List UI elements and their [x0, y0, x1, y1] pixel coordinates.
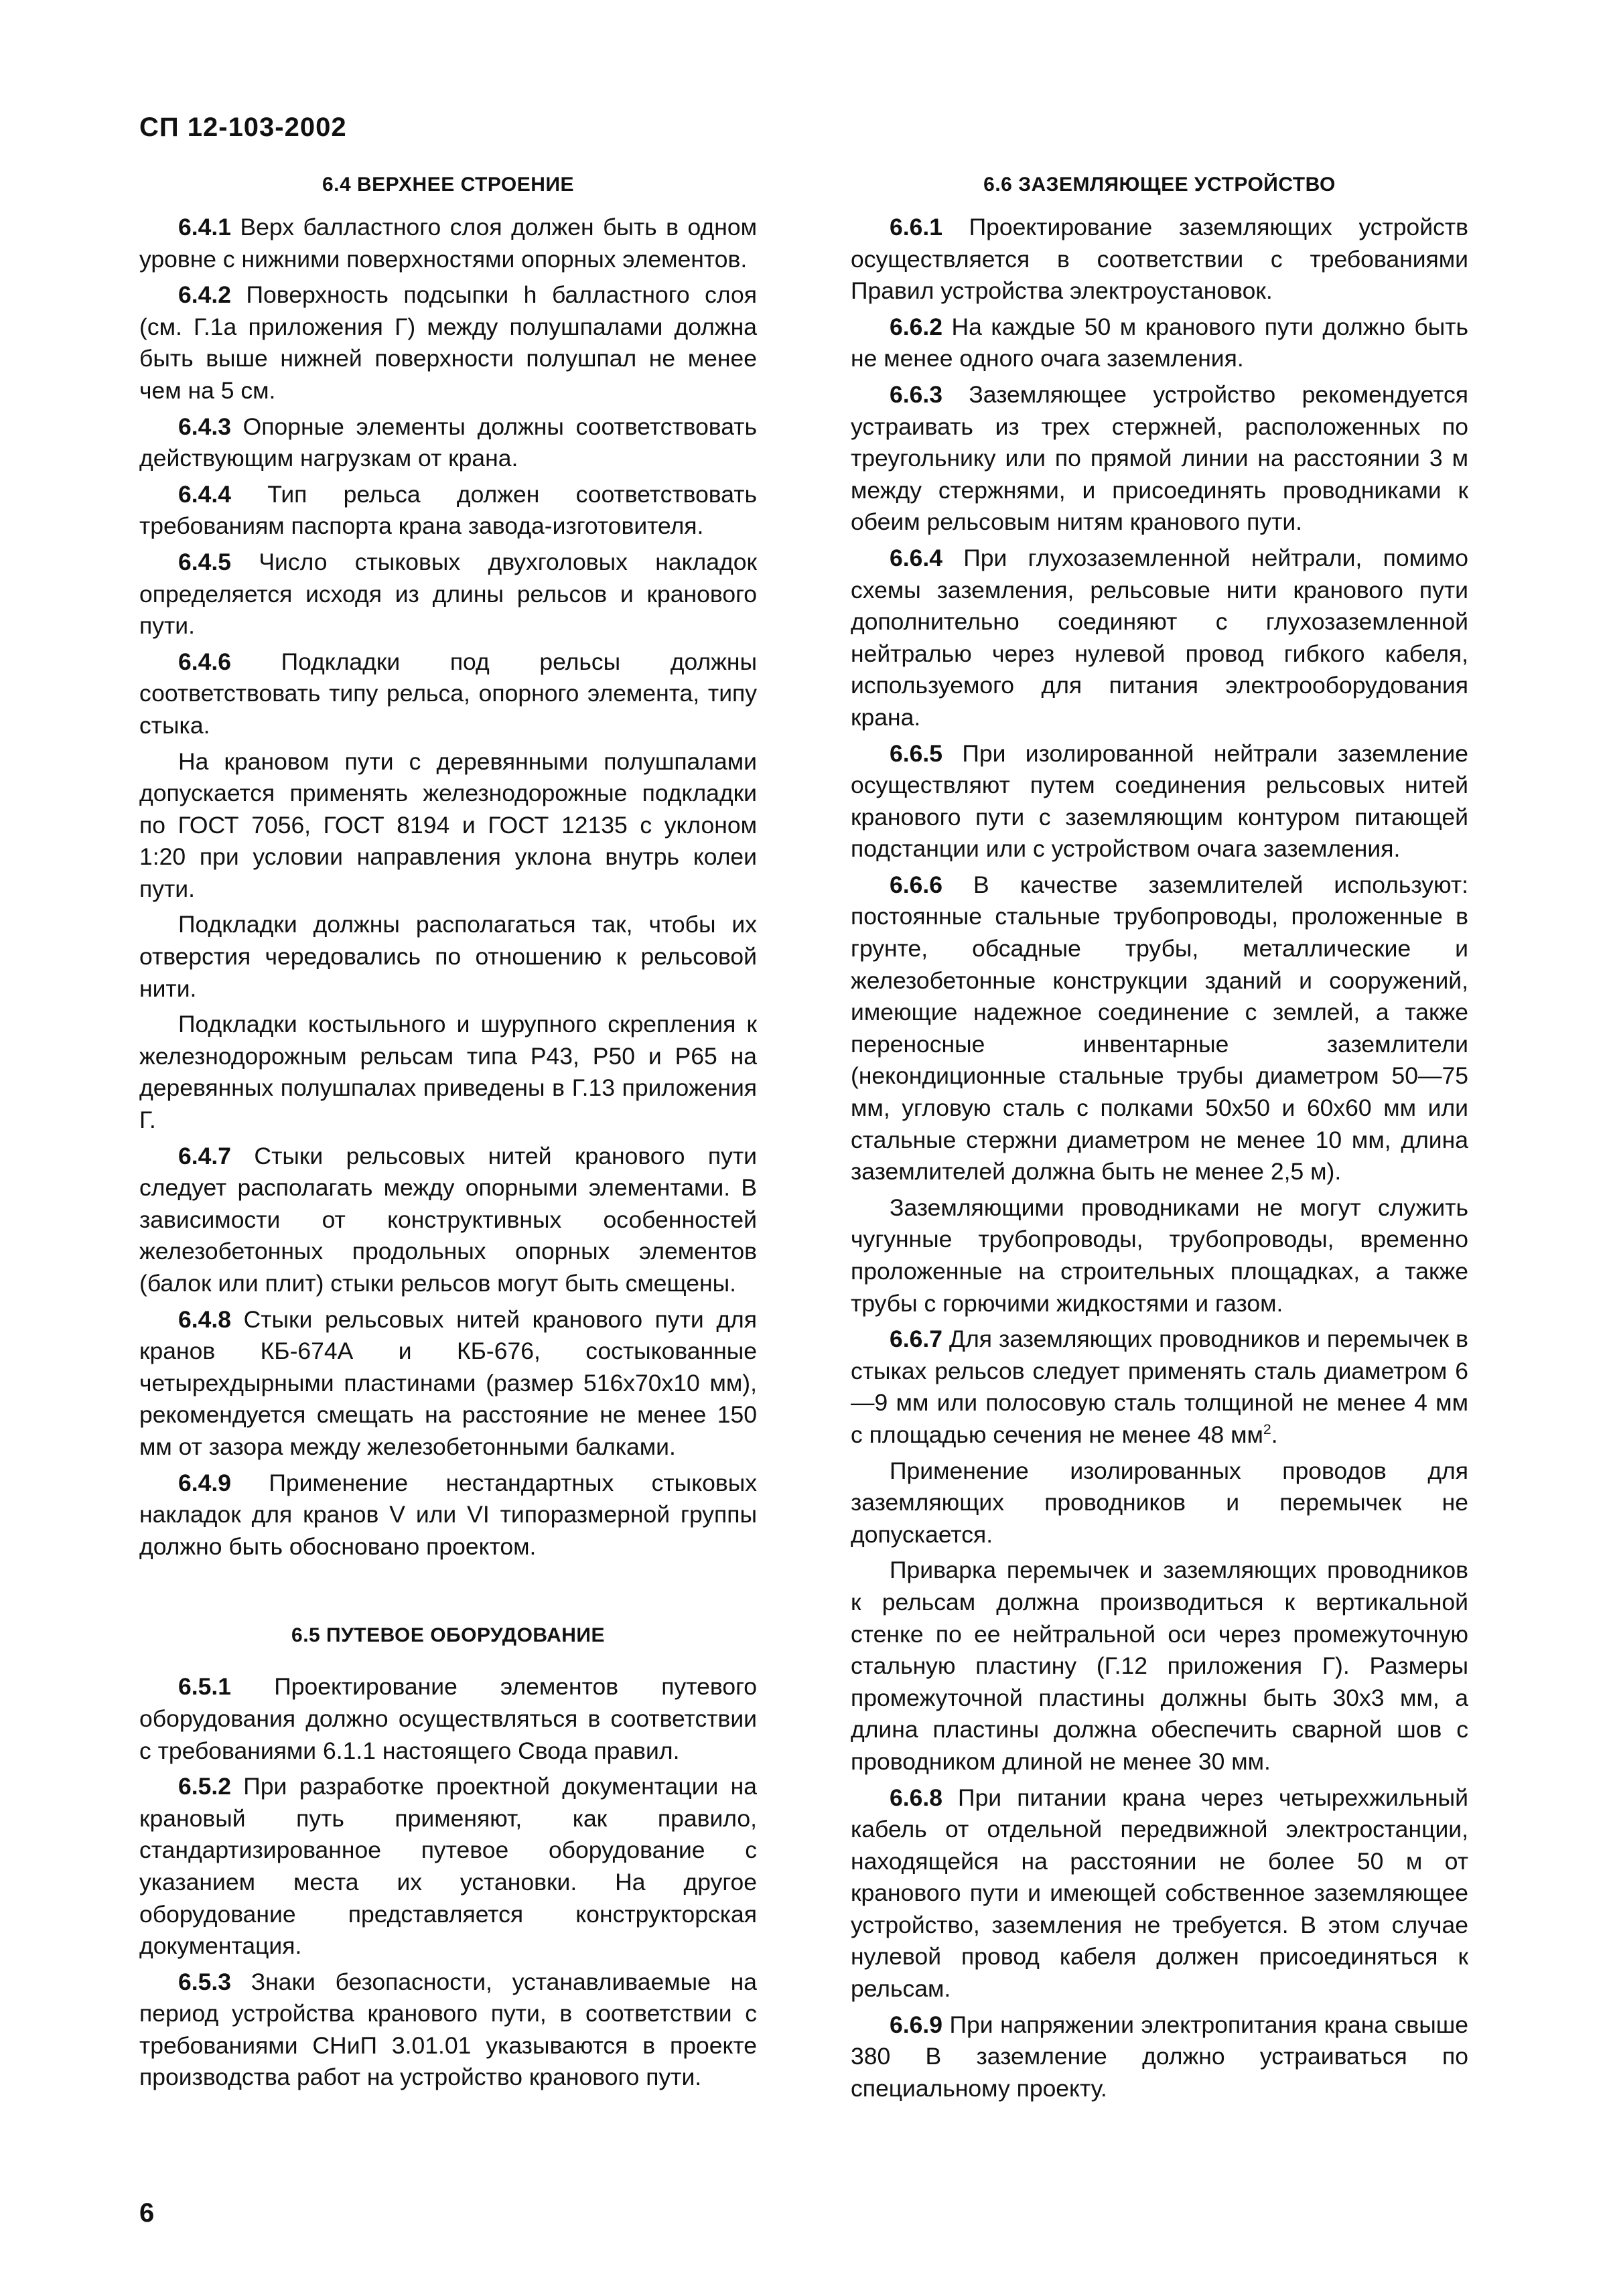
paragraph-text: Проектирование заземляющих устройств осуществляется в соответствии с требованиями Правил устройства электроустановок.: [851, 214, 1468, 305]
clause-number: 6.4.8: [178, 1305, 231, 1333]
paragraph: [851, 1192, 1468, 1319]
paragraph-text: При питании крана через четырехжильный кабель от отдельной передвижной электростанции, находящейся на расстоянии не более 50 м от кранового пути и имеющей собственное заземляющее устройство, заземления не требуется. В этом случае нулевой провод кабеля должен присоединяться к рельсам.: [851, 1784, 1468, 2003]
clause-number: 6.4.1: [178, 214, 231, 240]
clause-number: 6.6.8: [890, 1784, 942, 1811]
paragraph: [139, 1141, 757, 1300]
paragraph-text: Верх балластного слоя должен быть в одном уровне с нижними поверхностями опорных элементов.: [139, 214, 757, 273]
paragraph: [851, 2009, 1468, 2105]
paragraph: [851, 1555, 1468, 1778]
superscript: 2: [1263, 1421, 1271, 1438]
paragraph: [139, 746, 757, 906]
paragraph: [139, 1671, 757, 1767]
paragraph: [851, 1455, 1468, 1551]
paragraph-text: При глухозаземленной нейтрали, помимо схемы заземления, рельсовые нити кранового пути дополнительно соединяют с глухозаземленной нейтралью через нулевой провод гибкого кабеля, используемого для питания электрооборудования крана.: [851, 544, 1468, 731]
clause-number: 6.6.7: [890, 1325, 942, 1353]
clause-number: 6.4.6: [178, 648, 231, 675]
clause-number: 6.6.9: [890, 2011, 942, 2038]
paragraph-text: Заземляющими проводниками не могут служить чугунные трубопроводы, трубопроводы, временно проложенные на строительных площадках, а также трубы с горючими жидкостями и газом.: [851, 1194, 1468, 1317]
paragraph-text: Подкладки должны располагаться так, чтобы их отверстия чередовались по отношению к рельсовой нити.: [139, 911, 757, 1002]
right-column: [851, 169, 1468, 2104]
paragraph: [139, 547, 757, 642]
paragraph: [851, 1782, 1468, 2005]
clause-number: 6.6.2: [890, 313, 942, 340]
clause-number: 6.6.1: [890, 214, 942, 240]
section-body-6-5: [139, 1671, 757, 2094]
section-title-6-5: 6.5 ПУТЕВОЕ ОБОРУДОВАНИЕ: [291, 1624, 605, 1647]
paragraph-text: При изолированной нейтрали заземление осуществляют путем соединения рельсовых нитей кранового пути с заземляющим контуром питающей подстанции или с устройством очага заземления.: [851, 739, 1468, 863]
left-column: [139, 169, 757, 2094]
paragraph-text: Применение изолированных проводов для заземляющих проводников и перемычек не допускается.: [851, 1457, 1468, 1548]
clause-number: 6.5.1: [178, 1673, 231, 1701]
paragraph: [851, 379, 1468, 539]
clause-number: 6.4.3: [178, 413, 231, 440]
clause-number: 6.4.4: [178, 480, 231, 508]
clause-number: 6.6.4: [890, 544, 942, 571]
paragraph-text: Тип рельса должен соответствовать требованиям паспорта крана завода-изготовителя.: [139, 480, 757, 540]
section-title-6-4: 6.4 ВЕРХНЕЕ СТРОЕНИЕ: [322, 173, 575, 196]
paragraph-text: Приварка перемычек и заземляющих проводников к рельсам должна производиться к вертикальной стенке по ее нейтральной оси через промежуточную стальную пластину (Г.12 приложения Г). Размеры промежуточной пластины должны быть 30х3 мм, а длина пластины должна обеспечить сварной шов с проводником длиной не менее 30 мм.: [851, 1557, 1468, 1775]
paragraph: [139, 1467, 757, 1563]
paragraph-text: Подкладки под рельсы должны соответствовать типу рельса, опорного элемента, типу стыка.: [139, 648, 757, 739]
paragraph-text-end: .: [1271, 1421, 1278, 1448]
clause-number: 6.6.3: [890, 380, 942, 408]
clause-number: 6.4.7: [178, 1142, 231, 1169]
paragraph-text: На каждые 50 м кранового пути должно быть не менее одного очага заземления.: [851, 313, 1468, 372]
paragraph: [139, 1009, 757, 1136]
clause-number: 6.4.9: [178, 1469, 231, 1496]
paragraph: [851, 869, 1468, 1188]
paragraph: [139, 212, 757, 275]
clause-number: 6.6.6: [890, 871, 942, 898]
paragraph: [139, 1304, 757, 1463]
paragraph: [851, 212, 1468, 307]
paragraph-text: Поверхность подсыпки h балластного слоя (см. Г.1а приложения Г) между полушпалами должна быть выше нижней поверхности полушпал не менее чем на 5 см.: [139, 281, 757, 404]
document-code-header: СП 12-103-2002: [139, 113, 347, 142]
paragraph: [139, 279, 757, 407]
clause-number: 6.5.2: [178, 1773, 231, 1800]
paragraph-text: На крановом пути с деревянными полушпалами допускается применять железнодорожные подкладки по ГОСТ 7056, ГОСТ 8194 и ГОСТ 12135 с уклоном 1:20 при условии направления уклона внутрь колеи пути.: [139, 747, 757, 902]
paragraph-text: Знаки безопасности, устанавливаемые на период устройства кранового пути, в соответствии с требованиями СНиП 3.01.01 указываются в проекте производства работ на устройство кранового пути.: [139, 1968, 757, 2091]
section-body-6-4: [139, 212, 757, 1563]
clause-number: 6.5.3: [178, 1968, 231, 1995]
section-body-6-6: [851, 212, 1468, 2104]
paragraph-text: Применение нестандартных стыковых накладок для кранов V или VI типоразмерной группы должно быть обосновано проектом.: [139, 1469, 757, 1560]
paragraph-text: В качестве заземлителей используют: постоянные стальные трубопроводы, проложенные в грунте, обсадные трубы, металлические и железобетонные конструкции зданий и сооружений, имеющие надежное соединение с землей, а также переносные инвентарные заземлители (некондиционные стальные трубы диаметром 50—75 мм, угловую сталь с полками 50х50 и 60х60 мм или стальные стержни диаметром не менее 10 мм, длина заземлителей должна быть не менее 2,5 м).: [851, 871, 1468, 1186]
paragraph-text: Подкладки костыльного и шурупного скрепления к железнодорожным рельсам типа Р43, Р50 и Р65 на деревянных полушпалах приведены в Г.13 приложения Г.: [139, 1011, 757, 1134]
paragraph: [851, 543, 1468, 734]
paragraph-text: Стыки рельсовых нитей кранового пути для кранов КБ-674А и КБ-676, состыкованные четырехдырными пластинами (размер 516х70х10 мм), рекомендуется смещать на расстояние не менее 150 мм от зазора между железобетонными балками.: [139, 1305, 757, 1460]
paragraph-text: Заземляющее устройство рекомендуется устраивать из трех стержней, расположенных по треугольнику или по прямой линии на расстоянии 3 м между стержнями, и присоединять проводниками к обеим рельсовым нитям кранового пути.: [851, 380, 1468, 536]
paragraph: [851, 1323, 1468, 1451]
paragraph-text: Для заземляющих проводников и перемычек в стыках рельсов следует применять сталь диаметром 6—9 мм или полосовую сталь толщиной не менее 4 мм с площадью сечения не менее 48 мм: [851, 1325, 1468, 1448]
paragraph: [139, 909, 757, 1005]
clause-number: 6.4.5: [178, 548, 231, 575]
clause-number: 6.4.2: [178, 281, 231, 309]
paragraph: [139, 1771, 757, 1962]
paragraph: [851, 738, 1468, 865]
paragraph: [139, 411, 757, 475]
paragraph: [139, 479, 757, 543]
clause-number: 6.6.5: [890, 739, 942, 767]
paragraph-text: При напряжении электропитания крана свыше 380 В заземление должно устраиваться по специальному проекту.: [851, 2011, 1468, 2102]
paragraph-text: Проектирование элементов путевого оборудования должно осуществляться в соответствии с требованиями 6.1.1 настоящего Свода правил.: [139, 1673, 757, 1764]
paragraph: [139, 1966, 757, 2094]
paragraph: [851, 311, 1468, 375]
paragraph-text: Число стыковых двухголовых накладок определяется исходя из длины рельсов и кранового пути.: [139, 548, 757, 640]
paragraph-text: Опорные элементы должны соответствовать действующим нагрузкам от крана.: [139, 413, 757, 472]
paragraph-text: Стыки рельсовых нитей кранового пути следует располагать между опорными элементами. В зависимости от конструктивных особенностей железобетонных продольных опорных элементов (балок или плит) стыки рельсов могут быть смещены.: [139, 1142, 757, 1297]
paragraph-text: При разработке проектной документации на крановый путь применяют, как правило, стандартизированное путевое оборудование с указанием места их установки. На другое оборудование представляется конструкторская документация.: [139, 1773, 757, 1960]
paragraph: [139, 646, 757, 742]
page-number: 6: [139, 2198, 155, 2228]
section-title-6-6: 6.6 ЗАЗЕМЛЯЮЩЕЕ УСТРОЙСТВО: [983, 173, 1336, 196]
